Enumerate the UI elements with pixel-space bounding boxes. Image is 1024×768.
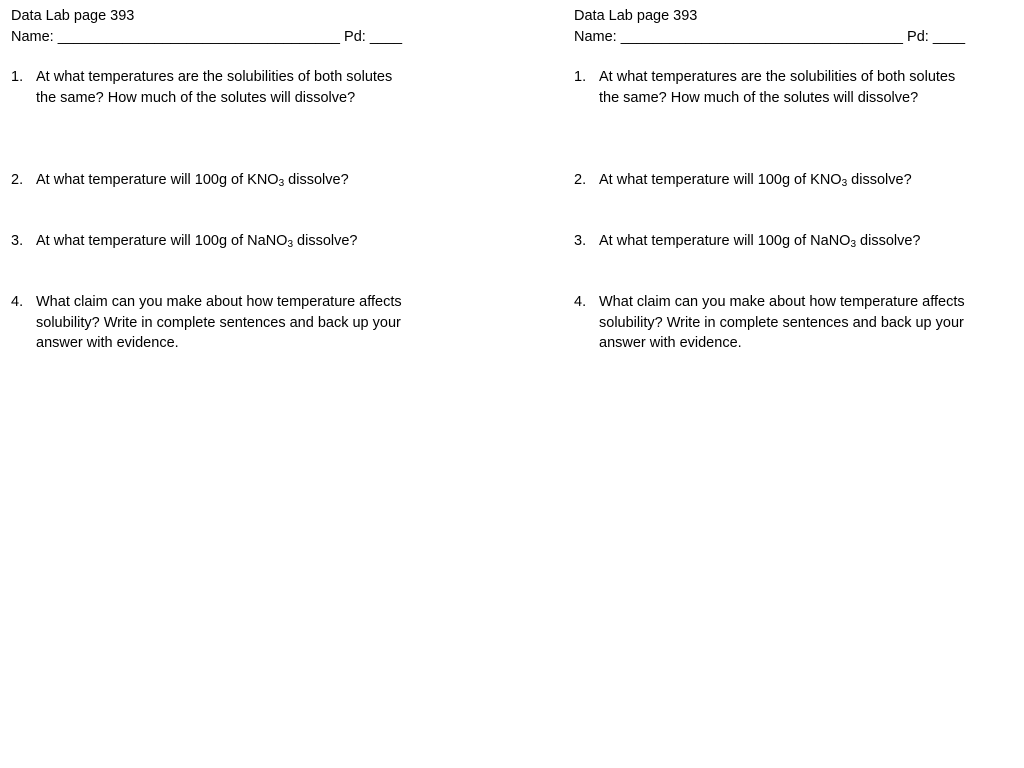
- question-text-line: the same? How much of the solutes will dissolve?: [36, 89, 356, 106]
- question-1: [574, 67, 1014, 108]
- chemical-subscript: 3: [287, 239, 294, 250]
- question-text: [36, 292, 451, 354]
- period-label: Pd:: [344, 28, 366, 45]
- chemical-subscript: 3: [278, 178, 285, 189]
- name-line: [11, 27, 451, 48]
- question-text-part: dissolve?: [284, 172, 349, 188]
- question-text: [36, 170, 451, 191]
- question-text: [599, 67, 1014, 108]
- question-text-part: At what temperature will 100g of KNO: [36, 172, 279, 188]
- question-number: 2.: [574, 172, 587, 188]
- question-text-line: solubility? Write in complete sentences and back up your: [599, 314, 964, 331]
- question-text: [599, 292, 1014, 354]
- question-text-part: dissolve?: [856, 233, 921, 249]
- question-2: [11, 170, 451, 191]
- question-text-part: At what temperature will 100g of KNO: [599, 172, 842, 188]
- question-number: 2.: [11, 172, 24, 188]
- worksheet-left: [11, 6, 451, 351]
- question-text-line: At what temperatures are the solubilities of both solutes: [599, 69, 956, 85]
- question-number: 4.: [11, 294, 24, 310]
- question-text-line: What claim can you make about how temperature affects: [36, 294, 402, 310]
- question-number: 3.: [574, 233, 587, 249]
- chemical-subscript: 3: [850, 239, 857, 250]
- worksheet-right: [574, 6, 1014, 351]
- question-text-line: solubility? Write in complete sentences and back up your: [36, 314, 401, 331]
- name-field-blank[interactable]: ___________________________________: [620, 28, 903, 45]
- question-4: [574, 292, 1014, 354]
- question-text-part: At what temperature will 100g of NaNO: [599, 233, 851, 249]
- question-number: 1.: [574, 69, 587, 85]
- question-text-line: answer with evidence.: [36, 335, 179, 351]
- question-text-line: At what temperatures are the solubilities of both solutes: [36, 69, 393, 85]
- question-text: [599, 170, 1014, 191]
- question-text-line: What claim can you make about how temperature affects: [599, 294, 965, 310]
- chemical-subscript: 3: [841, 178, 848, 189]
- question-text-line: the same? How much of the solutes will dissolve?: [599, 89, 919, 106]
- question-1: [11, 67, 451, 108]
- name-line: [574, 27, 1014, 48]
- question-4: [11, 292, 451, 354]
- question-text-part: At what temperature will 100g of NaNO: [36, 233, 288, 249]
- question-text: [599, 231, 1014, 252]
- period-label: Pd:: [907, 28, 929, 45]
- name-field-blank[interactable]: ___________________________________: [57, 28, 340, 45]
- worksheet-title: Data Lab page 393: [574, 8, 698, 24]
- question-text-part: dissolve?: [847, 172, 912, 188]
- question-3: [11, 231, 451, 252]
- name-label: Name:: [574, 28, 617, 45]
- worksheet-title: Data Lab page 393: [11, 8, 135, 24]
- question-number: 3.: [11, 233, 24, 249]
- question-number: 1.: [11, 69, 24, 85]
- question-text: [36, 231, 451, 252]
- question-number: 4.: [574, 294, 587, 310]
- period-field-blank[interactable]: ____: [369, 28, 403, 45]
- name-label: Name:: [11, 28, 54, 45]
- question-text-line: answer with evidence.: [599, 335, 742, 351]
- question-text-part: dissolve?: [293, 233, 358, 249]
- period-field-blank[interactable]: ____: [932, 28, 966, 45]
- question-2: [574, 170, 1014, 191]
- question-text: [36, 67, 451, 108]
- question-3: [574, 231, 1014, 252]
